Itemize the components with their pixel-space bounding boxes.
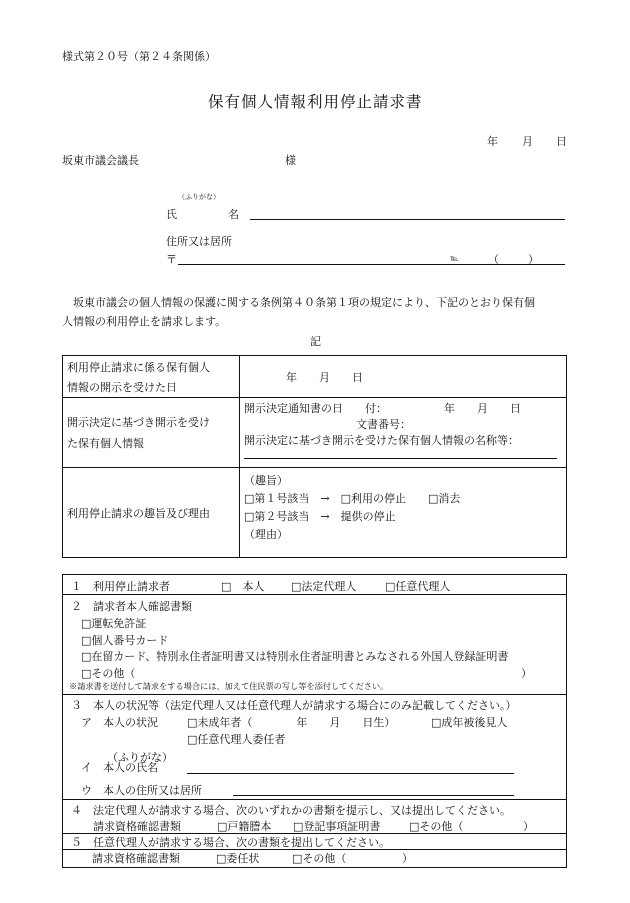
- s1-label: １ 利用停止請求者: [71, 580, 170, 593]
- intro-text-line2: 人情報の利用停止を請求します。: [62, 315, 227, 328]
- request-details-table: [62, 355, 567, 558]
- reason-heading: （理由）: [244, 528, 288, 541]
- disclosed-info-label-line1: 開示決定に基づき開示を受け: [67, 416, 210, 429]
- purpose-heading: （趣旨）: [244, 474, 288, 487]
- disclosed-info-label: [63, 398, 240, 468]
- s4-docs-label: 請求資格確認書類: [93, 820, 181, 833]
- tel-paren-close: ）: [528, 253, 539, 266]
- form-number: 様式第２０号（第２４条関係）: [62, 50, 216, 63]
- notice-date-label: 開示決定通知書の日 付：: [244, 402, 387, 415]
- purpose-option-2[interactable]: □第２号該当 → 提供の停止: [244, 510, 396, 523]
- s2-label: ２ 請求者本人確認書類: [71, 600, 192, 613]
- s4-option-family-register[interactable]: □戸籍謄本: [217, 820, 272, 833]
- disclosed-info-name-label: 開示決定に基づき開示を受けた保有個人情報の名称等：: [244, 434, 519, 447]
- s3-a-option-principal[interactable]: □任意代理人委任者: [187, 733, 286, 746]
- intro-text-line1: 坂東市議会の個人情報の保護に関する条例第４０条第１項の規定により、下記のとおり保有個: [73, 296, 535, 309]
- s4-label: ４ 法定代理人が請求する場合、次のいずれかの書類を提示し、又は提出してください。: [71, 804, 511, 817]
- s2-option-mynumber[interactable]: □個人番号カード: [81, 634, 169, 647]
- purpose-reason-label-text: 利用停止請求の趣旨及び理由: [67, 506, 210, 520]
- s5-option-other-close: ）: [402, 852, 413, 865]
- tel-paren-open: （: [488, 253, 499, 266]
- notice-date-value: 年 月 日: [444, 402, 521, 415]
- s2-option-other-close: ）: [521, 667, 532, 680]
- addressee-sama: 様: [285, 154, 296, 167]
- s3-i-label: イ 本人の氏名: [81, 761, 158, 774]
- disclosed-date-text: 年 月 日: [286, 370, 363, 384]
- name-label-2: 名: [228, 208, 239, 221]
- page-title: 保有個人情報利用停止請求書: [208, 93, 423, 111]
- s4-option-registry-cert[interactable]: □登記事項証明書: [293, 820, 381, 833]
- s5-label: ５ 任意代理人が請求する場合、次の書類を提出してください。: [71, 836, 390, 849]
- furigana-label: （ふりがな）: [178, 193, 220, 201]
- s5-option-proxy[interactable]: □委任状: [216, 852, 260, 865]
- s4-option-other-close: ）: [523, 820, 534, 833]
- divider: [63, 799, 566, 800]
- box2-bottom-extension: [62, 849, 567, 868]
- s2-option-residence-card[interactable]: □在留カード、特別永住者証明書又は特別永住者証明書とみなされる外国人登録証明書: [81, 650, 509, 663]
- purpose-reason-value[interactable]: [240, 468, 567, 558]
- name-label-1: 氏: [166, 208, 177, 221]
- ki-label: 記: [310, 335, 321, 348]
- s1-option-legal[interactable]: □法定代理人: [291, 580, 357, 593]
- addressee: 坂東市議会議長: [62, 154, 139, 167]
- divider: [63, 594, 566, 595]
- document-number-label: 文書番号：: [356, 418, 411, 431]
- s2-option-other[interactable]: □その他（: [81, 667, 136, 680]
- s3-a-option-minor[interactable]: □未成年者（ 年 月 日生）: [187, 716, 396, 729]
- s5-option-other[interactable]: □その他（: [292, 852, 347, 865]
- date-year: 年: [487, 135, 498, 148]
- name-field[interactable]: [250, 219, 565, 220]
- s2-option-license[interactable]: □運転免許証: [81, 617, 147, 630]
- purpose-reason-label: [63, 468, 240, 558]
- disclosed-date-label-line2: 情報の開示を受けた日: [67, 380, 177, 394]
- s3-address-field[interactable]: [233, 795, 514, 796]
- date-month: 月: [522, 135, 533, 148]
- disclosed-date-label: [63, 356, 240, 398]
- s4-option-other[interactable]: □その他（: [409, 820, 464, 833]
- s3-u-label: ウ 本人の住所又は居所: [81, 784, 202, 797]
- postal-mark: 〒: [166, 253, 177, 266]
- disclosed-info-name-field[interactable]: [244, 458, 557, 459]
- purpose-option-1[interactable]: □第１号該当 → □利用の停止 □消去: [244, 492, 461, 505]
- s5-docs-label: 請求資格確認書類: [92, 852, 180, 865]
- address-field[interactable]: [178, 264, 565, 265]
- s3-label: ３ 本人の状況等（法定代理人又は任意代理人が請求する場合にのみ記載してください。）: [71, 699, 517, 712]
- s3-furigana: （ふりがな）: [107, 751, 173, 764]
- s1-option-voluntary[interactable]: □任意代理人: [385, 580, 451, 593]
- s3-name-field[interactable]: [187, 773, 514, 774]
- disclosed-date-value[interactable]: [240, 356, 567, 398]
- requester-info-box: [62, 574, 567, 850]
- s1-option-self[interactable]: □ 本人: [221, 580, 265, 593]
- disclosed-info-value[interactable]: [240, 398, 567, 468]
- disclosed-info-label-line2: た保有個人情報: [67, 437, 144, 450]
- disclosed-date-label-line1: 利用停止請求に係る保有個人: [67, 360, 210, 374]
- divider: [63, 694, 566, 695]
- s3-a-option-ward[interactable]: □成年被後見人: [431, 716, 508, 729]
- date-day: 日: [556, 135, 567, 148]
- address-label: 住所又は居所: [166, 235, 232, 248]
- s2-note: ※請求書を送付して請求をする場合には、加えて住民票の写し等を添付してください。: [69, 681, 389, 691]
- s3-a-label: ア 本人の状況: [81, 716, 158, 729]
- tel-label: ℡: [450, 254, 459, 263]
